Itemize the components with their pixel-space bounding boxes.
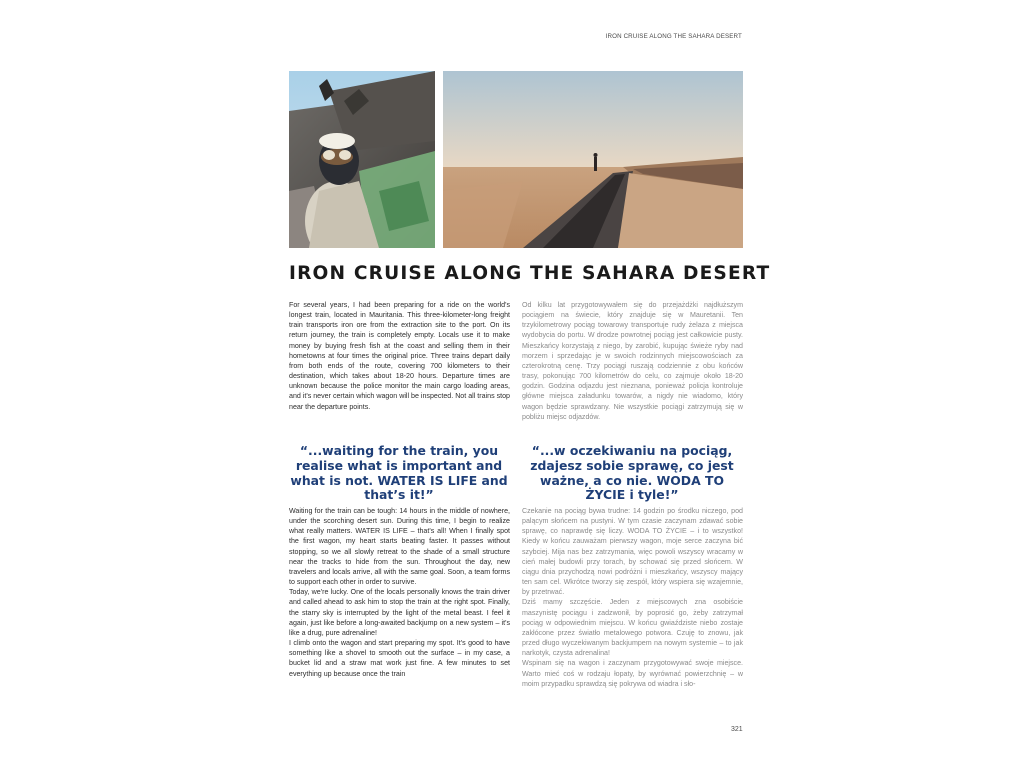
body-paragraph-en: I climb onto the wagon and start preparing my spot. It's good to have something like a shovel to smooth out the surface – in my case, a bucket lid and a straw mat work just fine. A few minutes to set everything up because once the train (289, 639, 510, 678)
photo-selfie-on-train-image (289, 71, 435, 248)
pull-quote-pl: “...w oczekiwaniu na pociąg, zdajesz sobie sprawę, co jest ważne, a co nie. WODA TO ŻYCIE i tyle!” (530, 443, 734, 503)
photo-train-in-desert (443, 71, 743, 248)
body-paragraph-en: Today, we're lucky. One of the locals personally knows the train driver and called ahead to ask him to stop the train at the right spot. Finally, the starry sky is interrupted by the light of the metal beast. I feel it again, just like before a long-awaited backjump on a new system – it's like a drug, pure adrenaline! (289, 588, 510, 637)
body-paragraph-pl: Czekanie na pociąg bywa trudne: 14 godzin po środku niczego, pod palącym słońcem na pustyni. W tym czasie zaczynam zdawać sobie sprawę, co naprawdę się liczy. WODA TO ŻYCIE – i to wszystko! Kiedy w końcu zauważam pierwszy wagon, moje serce zaczyna bić szybciej. Mija nas bez zatrzymania, więc powoli wszyscy wracamy w cień małej budowli przy torach, by schować się przed słońcem. W ciągu dnia przychodzą nowi podróżni i mieszkańcy, wszyscy mający ten sam cel. Wkrótce tworzy się zespół, który wspiera się wzajemnie, by przetrwać. (522, 507, 743, 597)
photo-train-in-desert-image (443, 71, 743, 248)
body-text-pl (522, 506, 743, 689)
page-number: 321 (731, 726, 743, 733)
body-paragraph-pl: Dziś mamy szczęście. Jeden z miejscowych zna osobiście maszynistę pociągu i zadzwonił, by poprosić go, żeby zatrzymał pociąg w odpowiednim miejscu. W końcu gwiaździste niebo zostaje zakłócone przez światło metalowego potwora. Czuję to znowu, jak przed długo wyczekiwanym backjumpem na nowym systemie – to jak narkotyk, czysta adrenalina! (522, 598, 743, 658)
intro-paragraph-pl: Od kilku lat przygotowywałem się do przejażdżki najdłuższym pociągiem na świecie, który znajduje się w Mauretanii. Ten trzykilometrowy pociąg towarowy transportuje rudy żelaza z miejsca wydobycia do portu. W drodze powrotnej pociąg jest całkowicie pusty. Mieszkańcy korzystają z niego, by zarobić, kupując świeże ryby nad morzem i sprzedając je w swoich rodzinnych miejscowościach za czterokrotną cenę. Trzy pociągi ruszają codziennie z obu końców trasy, pokonując 700 kilometrów do celu, co zajmuje około 18-20 godzin. Godzina odjazdu jest nieznana, ponieważ policja kontroluje główne miejsca załadunku towarów, a nigdy nie wiadomo, który wagon będzie sprawdzany. Nie wszystkie pociągi zatrzymują się w pobliżu miejsc odjazdów. (522, 301, 743, 421)
body-paragraph-en: Waiting for the train can be tough: 14 hours in the middle of nowhere, under the scorching desert sun. During this time, I begin to realize what really matters. WATER IS LIFE – that's all! When I finally spot the first wagon, my heart starts beating faster. It passes without stopping, so we all slowly retreat to the shade of a small structure near the tracks to hide from the sun. Throughout the day, new travelers and locals arrive, all with the same goal. Soon, a team forms to support each other in order to survive. (289, 507, 510, 587)
pull-quote-en: “...waiting for the train, you realise what is important and what is not. WATER IS LIFE and that’s it!” (290, 443, 508, 503)
body-text-en (289, 506, 510, 679)
running-header: IRON CRUISE ALONG THE SAHARA DESERT (605, 33, 742, 40)
intro-text-pl (522, 300, 743, 422)
intro-text-en (289, 300, 510, 412)
body-paragraph-pl: Wspinam się na wagon i zaczynam przygotowywać swoje miejsce. Warto mieć coś w rodzaju łopaty, by wyrównać powierzchnię – w moim przypadku sprawdzą się pokrywa od wiadra i sło- (522, 659, 743, 688)
photo-selfie-on-train (289, 71, 435, 248)
article-title: IRON CRUISE ALONG THE SAHARA DESERT (289, 263, 771, 284)
intro-paragraph-en: For several years, I had been preparing for a ride on the world's longest train, located in Mauritania. This three-kilometer-long freight train transports iron ore from the extraction site to the port. On its return journey, the train is completely empty. Locals use it to make money by buying fresh fish at the coast and selling them in their hometowns at four times the original price. Three trains depart daily from both ends of the route, covering 700 kilometers to their destination, which takes about 18-20 hours. Departure times are unknown because the police monitor the main cargo loading areas, and it's never certain which wagon will be inspected. Not all trains stop near the departure points. (289, 301, 510, 411)
